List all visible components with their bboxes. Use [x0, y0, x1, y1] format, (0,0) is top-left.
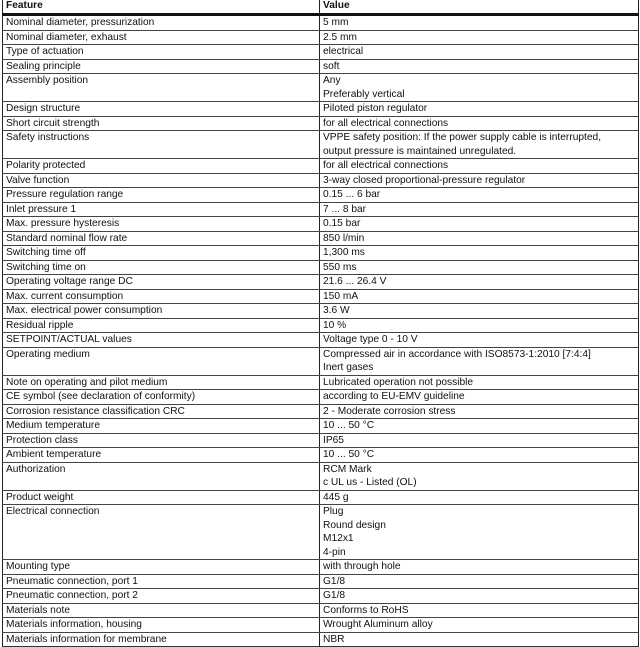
value-cell [320, 231, 639, 246]
feature-cell: Pneumatic connection, port 1 [3, 574, 320, 589]
table-row [3, 74, 639, 102]
feature-cell: Pneumatic connection, port 2 [3, 589, 320, 604]
feature-cell: Switching time on [3, 260, 320, 275]
value-cell [320, 632, 639, 647]
table-row [3, 433, 639, 448]
table-row [3, 462, 639, 490]
table-row [3, 419, 639, 434]
value-cell [320, 217, 639, 232]
table-body [3, 15, 639, 647]
value-line: Plug [323, 506, 344, 517]
table-row [3, 188, 639, 203]
table-row [3, 632, 639, 647]
feature-cell: Design structure [3, 102, 320, 117]
table-row [3, 45, 639, 60]
value-line: 4-pin [323, 546, 346, 558]
feature-cell: Authorization [3, 462, 320, 490]
value-cell [320, 159, 639, 174]
feature-cell: Safety instructions [3, 131, 320, 159]
value-cell [320, 289, 639, 304]
value-cell [320, 347, 639, 375]
feature-cell: Short circuit strength [3, 116, 320, 131]
value-line: Piloted piston regulator [323, 103, 428, 114]
value-cell [320, 375, 639, 390]
value-cell [320, 419, 639, 434]
table-row [3, 231, 639, 246]
value-cell [320, 462, 639, 490]
value-line: IP65 [323, 434, 344, 446]
value-line: Voltage type 0 - 10 V [323, 334, 418, 345]
column-header-feature: Feature [3, 0, 320, 15]
value-line: 7 ... 8 bar [323, 203, 367, 215]
value-line: output pressure is maintained unregulated. [323, 145, 517, 157]
value-cell [320, 404, 639, 419]
value-cell [320, 318, 639, 333]
table-row [3, 131, 639, 159]
table-header-row [3, 0, 639, 15]
value-line: 2.5 mm [323, 31, 357, 43]
table-row [3, 448, 639, 463]
feature-cell: Max. electrical power consumption [3, 304, 320, 319]
table-row [3, 574, 639, 589]
value-cell [320, 448, 639, 463]
value-cell [320, 560, 639, 575]
table-row [3, 59, 639, 74]
value-line: for all electrical connections [323, 160, 449, 171]
table-row [3, 260, 639, 275]
feature-cell: Operating voltage range DC [3, 275, 320, 290]
feature-cell: Inlet pressure 1 [3, 202, 320, 217]
value-cell [320, 490, 639, 505]
feature-cell: Protection class [3, 433, 320, 448]
value-line: 0.15 ... 6 bar [323, 189, 381, 200]
table-row [3, 318, 639, 333]
value-line: Compressed air in accordance with ISO8573-1:2010 [7:4:4] [323, 348, 591, 360]
feature-cell: Operating medium [3, 347, 320, 375]
feature-cell: Valve function [3, 173, 320, 188]
feature-cell: Assembly position [3, 74, 320, 102]
feature-cell: Switching time off [3, 246, 320, 261]
value-line: 0.15 bar [323, 218, 361, 229]
value-line: Conforms to RoHS [323, 604, 409, 616]
value-cell [320, 116, 639, 131]
feature-cell: Medium temperature [3, 419, 320, 434]
value-line: M12x1 [323, 533, 354, 544]
value-cell [320, 59, 639, 74]
value-cell [320, 433, 639, 448]
value-cell [320, 45, 639, 60]
table-row [3, 217, 639, 232]
feature-cell: Pressure regulation range [3, 188, 320, 203]
value-line: Lubricated operation not possible [323, 376, 474, 388]
value-line: 850 l/min [323, 232, 365, 244]
value-cell [320, 618, 639, 633]
feature-cell: Materials information, housing [3, 618, 320, 633]
feature-cell: Materials note [3, 603, 320, 618]
value-line: Round design [323, 519, 386, 531]
value-line: 5 mm [323, 17, 349, 28]
value-cell [320, 246, 639, 261]
value-cell [320, 260, 639, 275]
value-line: 3-way closed proportional-pressure regulator [323, 174, 526, 186]
feature-cell: Type of actuation [3, 45, 320, 60]
table-row [3, 490, 639, 505]
feature-cell: Polarity protected [3, 159, 320, 174]
value-line: 445 g [323, 491, 349, 503]
table-row [3, 116, 639, 131]
table-row [3, 505, 639, 560]
table-row [3, 246, 639, 261]
value-cell [320, 131, 639, 159]
feature-cell: Note on operating and pilot medium [3, 375, 320, 390]
value-cell [320, 188, 639, 203]
feature-cell: Max. pressure hysteresis [3, 217, 320, 232]
table-row [3, 173, 639, 188]
value-cell [320, 275, 639, 290]
feature-cell: Materials information for membrane [3, 632, 320, 647]
value-line: 550 ms [323, 261, 357, 273]
feature-cell: Residual ripple [3, 318, 320, 333]
table-row [3, 30, 639, 45]
table-row [3, 289, 639, 304]
value-line: 21.6 ... 26.4 V [323, 276, 387, 287]
value-line: 3.6 W [323, 305, 350, 316]
value-line: NBR [323, 633, 345, 645]
value-line: 10 ... 50 °C [323, 420, 375, 431]
feature-cell: SETPOINT/ACTUAL values [3, 333, 320, 348]
table-row [3, 375, 639, 390]
table-row [3, 589, 639, 604]
value-cell [320, 589, 639, 604]
value-cell [320, 505, 639, 560]
value-line: according to EU-EMV guideline [323, 391, 465, 402]
feature-cell: Mounting type [3, 560, 320, 575]
feature-cell: Electrical connection [3, 505, 320, 560]
value-cell [320, 304, 639, 319]
value-line: Preferably vertical [323, 88, 405, 100]
value-cell [320, 74, 639, 102]
value-line: Any [323, 75, 341, 86]
table-row [3, 102, 639, 117]
value-line: G1/8 [323, 590, 346, 601]
value-line: Inert gases [323, 362, 374, 373]
value-cell [320, 102, 639, 117]
value-line: for all electrical connections [323, 117, 449, 129]
feature-cell: Corrosion resistance classification CRC [3, 404, 320, 419]
value-line: soft [323, 60, 340, 72]
value-cell [320, 603, 639, 618]
table-row [3, 560, 639, 575]
feature-cell: CE symbol (see declaration of conformity) [3, 390, 320, 405]
table-row [3, 15, 639, 31]
value-cell [320, 390, 639, 405]
table-row [3, 347, 639, 375]
value-cell [320, 15, 639, 31]
feature-cell: Nominal diameter, exhaust [3, 30, 320, 45]
table-row [3, 618, 639, 633]
value-line: VPPE safety position: If the power supply cable is interrupted, [323, 132, 602, 143]
value-cell [320, 333, 639, 348]
feature-cell: Nominal diameter, pressurization [3, 15, 320, 31]
table-row [3, 603, 639, 618]
table-row [3, 333, 639, 348]
value-line: 2 - Moderate corrosion stress [323, 405, 456, 417]
table-row [3, 404, 639, 419]
value-line: 10 % [323, 319, 347, 331]
table-row [3, 275, 639, 290]
table-row [3, 159, 639, 174]
feature-cell: Max. current consumption [3, 289, 320, 304]
value-line: electrical [323, 46, 364, 57]
value-line: RCM Mark [323, 463, 372, 475]
value-cell [320, 173, 639, 188]
value-line: c UL us - Listed (OL) [323, 477, 417, 488]
table-row [3, 304, 639, 319]
feature-cell: Product weight [3, 490, 320, 505]
value-cell [320, 30, 639, 45]
feature-cell: Ambient temperature [3, 448, 320, 463]
value-line: 150 mA [323, 290, 359, 302]
specification-table [2, 0, 639, 647]
table-row [3, 390, 639, 405]
value-line: G1/8 [323, 575, 346, 587]
table-row [3, 202, 639, 217]
feature-cell: Standard nominal flow rate [3, 231, 320, 246]
value-line: with through hole [323, 561, 401, 572]
feature-cell: Sealing principle [3, 59, 320, 74]
column-header-value: Value [320, 0, 639, 15]
value-line: 1,300 ms [323, 247, 365, 258]
value-cell [320, 574, 639, 589]
value-cell [320, 202, 639, 217]
value-line: Wrought Aluminum alloy [323, 619, 433, 630]
value-line: 10 ... 50 °C [323, 449, 375, 460]
